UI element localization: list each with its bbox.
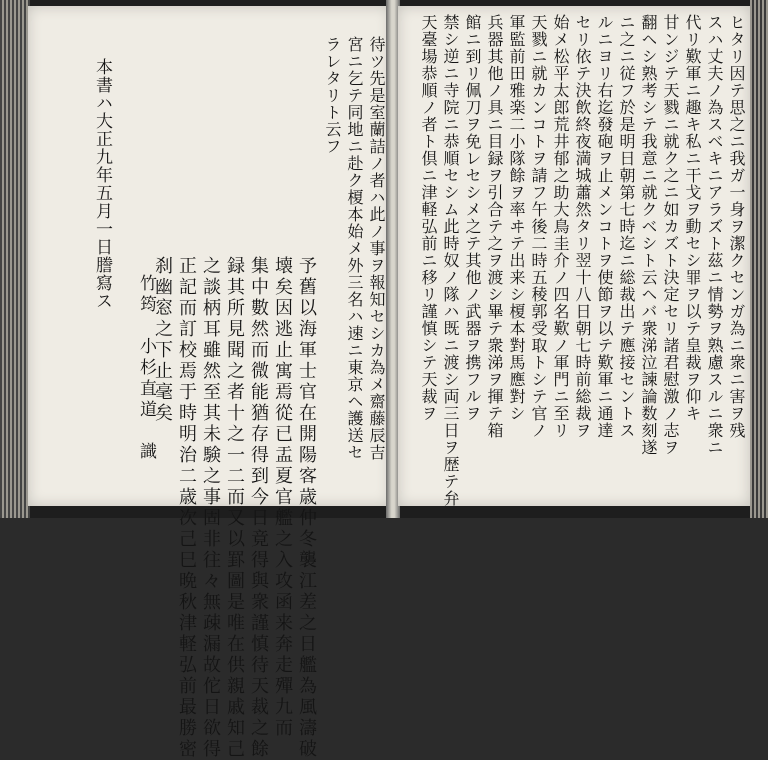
text-column: 甘ンジテ天戮ニ就ク之ニ如カズト決定セリ諸君慰激ノ志ヲ [661, 14, 680, 456]
text-column: ラレタリト云フ [323, 36, 342, 155]
text-column: セリ依テ決飲終夜満城蕭然タリ翌十八日朝七時前総裁ヲ [573, 14, 592, 439]
note-column: 刹幽窓之下止毫矣 [152, 256, 173, 424]
page-edge-left [0, 0, 30, 518]
note-column: 之談柄耳雖然至其未験之事固非往々無疎漏故佗日欲得 [200, 256, 221, 760]
note-column: 正記而訂校焉于時明治二歳次己巳晩秋津軽弘前最勝密 [176, 256, 197, 760]
note-column: 予舊以海軍士官在開陽客歳仲冬襲江差之日艦為風濤破 [296, 256, 317, 760]
text-column: 始メ松平太郎荒井郁之助大鳥圭介ノ四名歎ノ軍門ニ至リ [551, 14, 570, 439]
note-column: 録其所見聞之者十之一二而又以罫圖是唯在供親戚知己 [224, 256, 245, 760]
note-column: 集中數然而微能猶存得到今日竟得與衆謹慎待天裁之餘 [248, 256, 269, 760]
text-column: 天戮ニ就カンコトヲ請フ午後二時五稜郭受取トシテ官ノ [529, 14, 548, 439]
text-column: ヒタリ因テ思之ニ我ガ一身ヲ潔クセンガ為ニ衆ニ害ヲ残 [727, 14, 746, 439]
note-column: 壊矣因逃止寓焉從已盂夏官艦之入攻函来奔走殫九而 [272, 256, 293, 739]
transcription-note: 本書ハ大正九年五月一日謄寫ス [92, 58, 112, 310]
text-column: スハ丈夫ノ為スベキニアラズト茲ニ情勢ヲ熟慮スルニ衆ニ [705, 14, 724, 456]
text-column: 軍監前田雅楽二小隊餘ヲ率ヰテ出来シ榎本對馬應對シ [507, 14, 526, 422]
text-column: 宮ニ乞テ同地ニ赴ク榎本始メ外三名ハ速ニ東京ヘ護送セ [345, 36, 364, 461]
right-page [398, 6, 750, 506]
text-column: 館ニ到リ佩刀ヲ免レセシメ之テ其他ノ武器ヲ携フルヲ [463, 14, 482, 422]
page-edge-right [750, 0, 768, 518]
left-page [28, 6, 390, 760]
text-column: 代リ歎軍ニ趣キ私ニ干戈ヲ動セシ罪ヲ以テ皇裁ヲ仰キ [683, 14, 702, 422]
text-column: 禁シ逆ニ寺院ニ恭順セシム此時奴ノ隊ハ既ニ渡シ両三日ヲ歴テ弁 [441, 14, 460, 507]
text-column: ルニヨリ右迄發砲ヲ止メンコトヲ使節ヲ以テ歎軍ニ通達 [595, 14, 614, 439]
signature: 竹筠 小杉直道 識 [136, 274, 156, 463]
text-column: 兵器其他ノ具ニ目録ヲ引合テ之ヲ渡シ畢テ衆涕ヲ揮テ箱 [485, 14, 504, 439]
text-column: 天臺場恭順ノ者ト倶ニ津軽弘前ニ移リ謹慎シテ天裁ヲ [419, 14, 438, 422]
text-column: 待ツ先是室蘭詰ノ者ハ此ノ事ヲ報知セシカ為メ齋藤辰吉 [367, 36, 386, 461]
text-column: 翻ヘシ熟考シテ我意ニ就クベシト云ヘバ衆涕泣諫論数刻遂 [639, 14, 658, 456]
text-column: ニ之ニ従フ於是明日朝第七時迄ニ総裁出テ應接セントス [617, 14, 636, 439]
